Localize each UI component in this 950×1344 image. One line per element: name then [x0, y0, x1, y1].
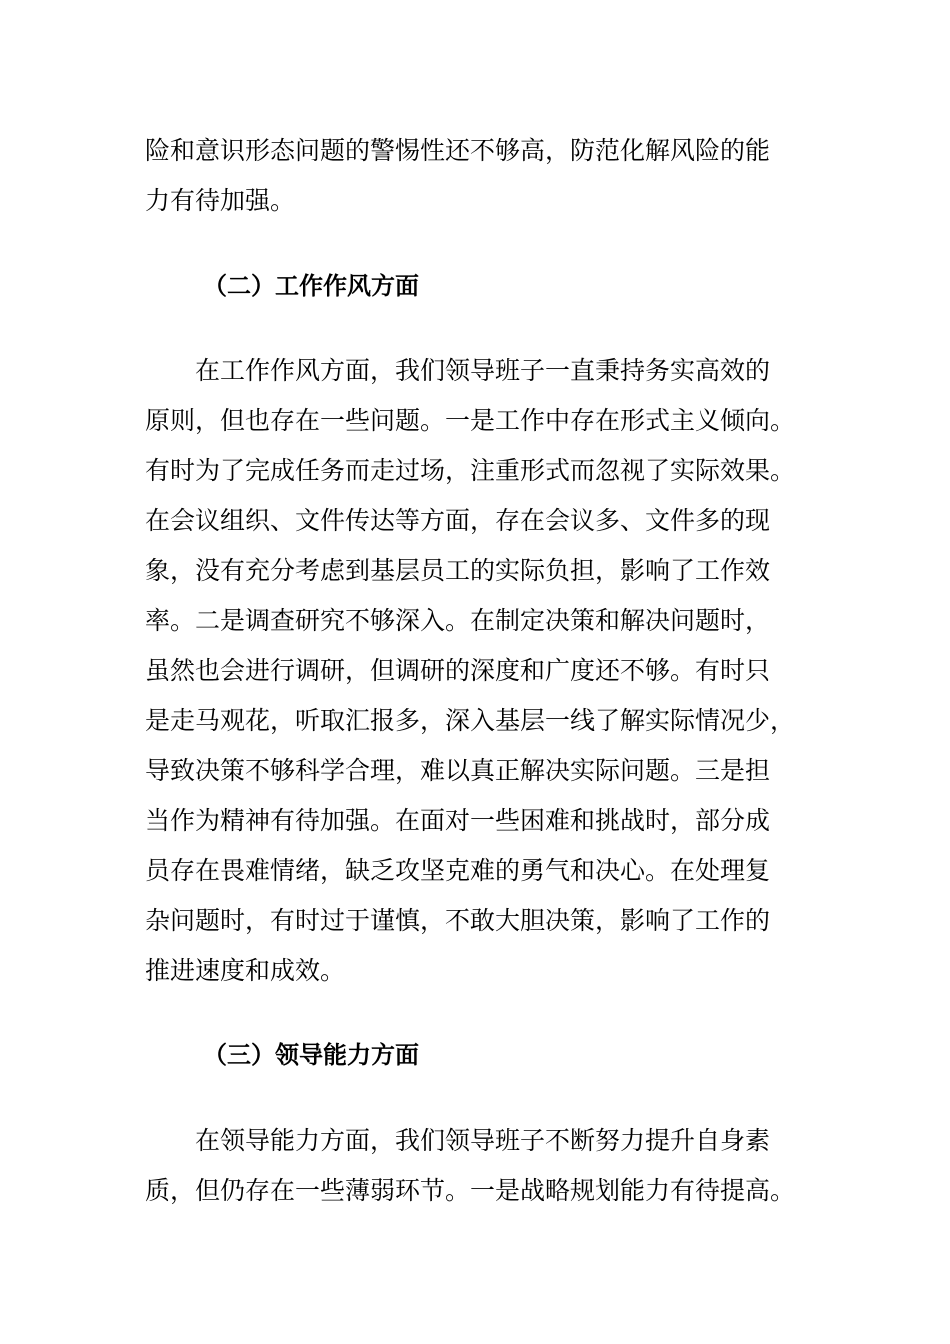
paragraph-line: 导致决策不够科学合理，难以真正解决实际问题。三是担 [145, 756, 771, 785]
paragraph-line: 在领导能力方面，我们领导班子不断努力提升自身素 [195, 1126, 771, 1155]
paragraph-line: 质，但仍存在一些薄弱环节。一是战略规划能力有待提高。 [145, 1176, 796, 1205]
paragraph-line: 虽然也会进行调研，但调研的深度和广度还不够。有时只 [145, 656, 771, 685]
paragraph-line: 是走马观花，听取汇报多，深入基层一线了解实际情况少， [145, 706, 796, 735]
paragraph-line: 象，没有充分考虑到基层员工的实际负担，影响了工作效 [145, 556, 771, 585]
paragraph-line: 杂问题时，有时过于谨慎，不敢大胆决策，影响了工作的 [145, 906, 771, 935]
paragraph-line: 在会议组织、文件传达等方面，存在会议多、文件多的现 [145, 506, 771, 535]
paragraph-line: 原则，但也存在一些问题。一是工作中存在形式主义倾向。 [145, 406, 796, 435]
section-heading-work-style: （二）工作作风方面 [203, 272, 419, 300]
paragraph-line: 推进速度和成效。 [145, 956, 346, 985]
paragraph-line: 险和意识形态问题的警惕性还不够高，防范化解风险的能 [145, 136, 771, 165]
section-heading-leadership: （三）领导能力方面 [203, 1041, 419, 1069]
paragraph-line: 在工作作风方面，我们领导班子一直秉持务实高效的 [195, 356, 771, 385]
paragraph-line: 当作为精神有待加强。在面对一些困难和挑战时，部分成 [145, 806, 771, 835]
paragraph-line: 员存在畏难情绪，缺乏攻坚克难的勇气和决心。在处理复 [145, 856, 771, 885]
paragraph-line: 有时为了完成任务而走过场，注重形式而忽视了实际效果。 [145, 456, 796, 485]
paragraph-line: 力有待加强。 [145, 186, 296, 215]
paragraph-line: 率。二是调查研究不够深入。在制定决策和解决问题时， [145, 606, 771, 635]
